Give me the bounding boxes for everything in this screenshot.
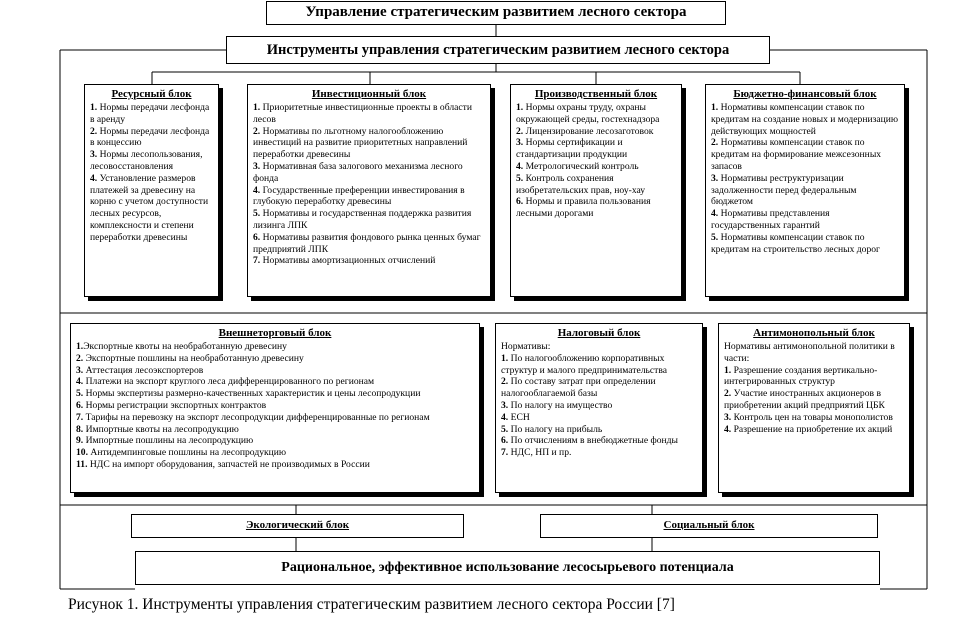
list-item: 6. Нормативы развития фондового рынка ценных бумаг предприятий ЛПК [253,231,481,255]
list-item: 2. По составу затрат при определении налогооблагаемой базы [501,376,656,400]
list-item: 1. Разрешение создания вертикально-интегрированных структур [724,364,878,388]
list-item: 3. Аттестация лесоэкспортеров [76,364,204,376]
ecology-block-title: Экологический блок [245,519,350,531]
social-block [540,514,878,538]
list-item: 5. Нормативы и государственная поддержка развития лизинга ЛПК [253,208,472,231]
block-title: Внешнеторговый блок [218,327,332,339]
list-item: 4. ЕСН [501,411,530,423]
block-title: Налоговый блок [557,327,641,339]
list-item: 1. Приоритетные инвестиционные проекты в области лесов [253,102,473,125]
list-item: 5. Нормативы компенсации ставок по кредитам на строительство лесных дорог [711,231,880,255]
resource-block [84,84,219,297]
list-item: 1. По налогообложению корпоративных структур и малого предпринимательства [501,352,668,376]
list-item: 4. Платежи на экспорт круглого леса дифференцированного по регионам [76,376,375,388]
list-item: 9. Импортные пошлины на лесопродукцию [76,435,254,447]
ecology-block [131,514,464,538]
tax-block [495,323,703,493]
list-item: 8. Импортные квоты на лесопродукцию [76,423,239,435]
subtitle: Инструменты управления стратегическим развитием лесного сектора [266,42,730,58]
list-item: 3. По налогу на имущество [501,399,613,411]
list-item: 3. Контроль цен на товары монополистов [724,411,893,423]
list-item: 2. Нормы передачи лесфонда в концессию [90,125,210,149]
budget-finance-block [705,84,905,297]
list-item: 3. Нормативы реструктуризации задолженности перед федеральным бюджетом [711,172,857,208]
list-item: 5. Нормы экспертизы размерно-качественных характеристик и цены лесопродукции [76,388,421,400]
block-lead: Нормативы: [501,341,551,352]
list-item: 10. Антидемпинговые пошлины на лесопродукцию [76,447,287,459]
block-title: Ресурсный блок [111,88,192,100]
list-item: 6. Нормы и правила пользования лесными дорогами [516,196,651,220]
list-item: 1. Нормы передачи лесфонда в аренду [90,102,210,125]
list-item: 7. Нормативы амортизационных отчислений [253,255,436,267]
subtitle-box [226,36,770,64]
list-item: 4. Нормативы представления государственных гарантий [711,208,830,231]
production-block [510,84,682,297]
top-title: Управление стратегическим развитием лесного сектора [305,4,687,20]
list-item: 1. Нормы охраны труду, охраны окружающей среды, гостехнадзора [516,102,660,125]
block-title: Антимонопольный блок [753,327,875,339]
list-item: 7. НДС, НП и пр. [501,447,572,459]
block-title: Бюджетно-финансовый блок [733,88,877,100]
list-item: 7. Тарифы на перевозку на экспорт лесопродукции дифференцированные по регионам [76,411,430,423]
list-item: 2. Нормативы компенсации ставок по кредитам на формирование межсезонных запасов [711,137,882,172]
list-item: 6. По отчислениям в внебюджетные фонды [501,435,678,447]
social-block-title: Социальный блок [663,519,755,531]
list-item: 4. Установление размеров платежей за древесину на корню с учетом доступности лесных ресурсов, комплексности и степени переработки древесины [90,172,209,243]
list-item: 2. Экспортные пошлины на необработанную древесину [76,352,304,364]
list-item: 4. Метрологический контроль [516,160,639,172]
list-item: 3. Нормативная база залогового механизма лесного фонда [253,160,463,184]
list-item: 11. НДС на импорт оборудования, запчастей не производимых в России [76,458,370,470]
block-title: Производственный блок [534,88,658,100]
list-item: 6. Нормы регистрации экспортных контрактов [76,399,267,411]
block-lead: Нормативы антимонопольной политики в части: [724,341,895,364]
investment-block [247,84,491,297]
list-item: 1. Нормативы компенсации ставок по кредитам на создание новых и модернизацию действующих мощностей [711,102,899,137]
list-item: 1.Экспортные квоты на необработанную древесину [76,341,287,352]
list-item: 5. Контроль сохранения изобретательских прав, ноу-хау [516,172,646,196]
figure-caption: Рисунок 1. Инструменты управления стратегическим развитием лесного сектора России [7] [68,596,675,613]
list-item: 5. По налогу на прибыль [501,423,603,435]
result-box [135,551,880,585]
list-item: 2. Участие иностранных акционеров в приобретении акций предприятий ЦБК [724,388,885,411]
list-item: 2. Лицензирование лесозаготовок [516,125,654,137]
list-item: 3. Нормы сертификации и стандартизации продукции [516,137,628,161]
list-item: 4. Государственные преференции инвестирования в глубокую переработку древесины [253,184,465,208]
list-item: 4. Разрешение на приобретение их акций [724,423,893,435]
antimonopoly-block [718,323,910,493]
top-title-box [266,1,726,25]
result-text: Рациональное, эффективное использование лесосырьевого потенциала [281,560,734,575]
block-title: Инвестиционный блок [311,88,427,100]
list-item: 3. Нормы лесопользования, лесовосстановления [90,149,203,172]
foreign-trade-block [70,323,480,493]
list-item: 2. Нормативы по льготному налогообложению инвестиций на развитие приоритетных направлений переработки древесины [253,125,468,161]
